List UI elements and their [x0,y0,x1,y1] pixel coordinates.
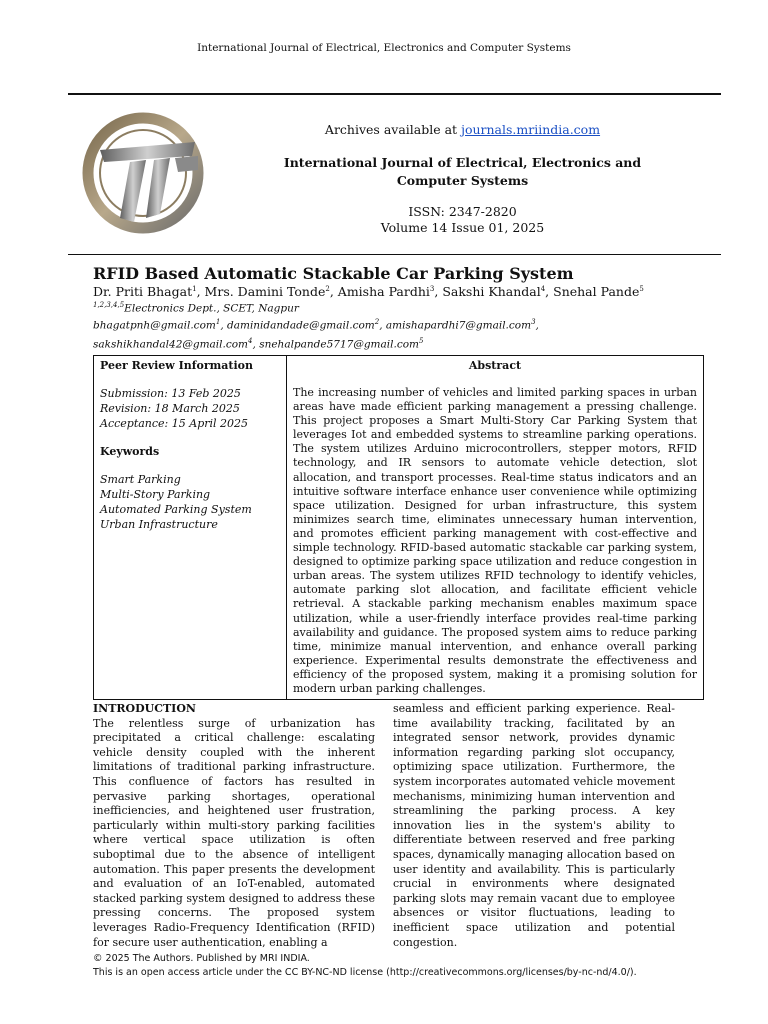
archives-prefix: Archives available at [324,122,462,137]
author-emails: bhagatpnh@gmail.com$^1$, daminidandade@gmail.com$^2$, amishapardhi7@gmail.com$^3$, sakshikhandal42@gmail.com$^4$, snehalpande5717@gmail.com$^5$ [93,318,539,350]
affiliation-sup: 1,2,3,4,5 [93,301,125,309]
abstract-text: The increasing number of vehicles and limited parking spaces in urban areas have made efficient parking management a pressing challenge. This project proposes a Smart Multi-Story Car Parking System that leverages Iot and embedded systems to streamline parking operations. The system utilizes Arduino microcontrollers, stepper motors, RFID technology, and IR sensors to automate vehicle detection, slot allocation, and transport processes. Real-time status indicators and an intuitive software interface enhance user convenience while optimizing space utilization. Designed for urban infrastructure, this system minimizes search time, eliminates unnecessary human intervention, and promotes efficient parking management with cost-effective and simple technology. RFID-based automatic stackable car parking system, designed to optimize parking space utilization and reduce congestion in urban areas. The system utilizes RFID technology to identify vehicles, automate parking slot allocation, and facilitate efficient vehicle retrieval. A stackable parking mechanism enables maximum space utilization, while a user-friendly interface provides real-time parking availability and guidance. The proposed system aims to reduce parking time, minimize manual intervention, and enhance overall parking experience. Experimental results demonstrate the effectiveness and efficiency of the proposed system, making it a promising solution for modern urban parking challenges. [293,386,697,695]
journal-logo [80,110,206,236]
author-sup: 2 [325,284,330,293]
keywords-list [100,472,280,532]
abstract-heading: Abstract [468,359,522,372]
archives-line [250,122,675,137]
author-sup: 1 [192,284,197,293]
review-dates [100,386,280,431]
keyword: Multi-Story Parking [100,488,211,501]
introduction-text-1: The relentless surge of urbanization has precipitated a critical challenge: escalating vehicle density coupled with the inherent limitations of traditional parking infrastructure. This confluence of factors has resulted in pervasive parking shortages, operational inefficiencies, and heightened user frustration, particularly within multi-story parking facilities where vertical space utilization is often suboptimal due to the absence of intelligent automation. This paper presents the development and evaluation of an IoT-enabled, automated stacked parking system designed to address these pressing concerns. The proposed system leverages Radio-Frequency Identification (RFID) for secure user authentication, enabling a [93,716,375,949]
email[interactable]: daminidandade@gmail.com [227,319,375,332]
paper-title: RFID Based Automatic Stackable Car Parking System [93,264,574,283]
archives-link[interactable]: journals.mriindia.com [461,122,601,137]
issn-block [250,204,675,236]
license-note: This is an open access article under the CC BY-NC-ND license (http://creativecommons.org/licenses/by-nc-nd/4.0/). [93,967,637,978]
author-sup: 3 [429,284,435,293]
volume-issue: Volume 14 Issue 01, 2025 [380,220,545,235]
keyword: Urban Infrastructure [100,518,218,531]
email[interactable]: amishapardhi7@gmail.com [385,319,532,332]
email[interactable]: sakshikhandal42@gmail.com [93,338,249,350]
copyright: © 2025 The Authors. Published by MRI INDIA. [93,953,310,964]
author-sup: 5 [639,284,644,293]
acceptance-date: Acceptance: 15 April 2025 [100,417,249,430]
intro-column-1 [93,702,375,950]
abstract-cell [287,356,704,700]
author-name: Sakshi Khandal [442,284,541,299]
revision-date: Revision: 18 March 2025 [100,402,240,415]
affiliation [93,301,299,315]
submission-date: Submission: 13 Feb 2025 [100,387,241,400]
affiliation-text: Electronics Dept., SCET, Nagpur [124,302,299,315]
email[interactable]: bhagatpnh@gmail.com [93,319,216,332]
info-table [93,355,704,700]
keyword: Automated Parking System [100,503,252,516]
header-top-rule [68,93,721,95]
keywords-heading: Keywords [100,445,160,458]
author-list: Dr. Priti Bhagat$^1$, Mrs. Damini Tonde$^2$, Amisha Pardhi$^3$, Sakshi Khandal$^4$, Snehal Pande$^5$ [93,284,644,299]
peer-review-heading: Peer Review Information [100,359,253,372]
email[interactable]: snehalpande5717@gmail.com [259,338,419,350]
running-head: International Journal of Electrical, Electronics and Computer Systems [197,42,571,54]
author-sup: 4 [540,284,546,293]
author-name: Amisha Pardhi [337,284,430,299]
introduction-heading: INTRODUCTION [93,702,196,715]
peer-review-cell [94,356,287,700]
author-name: Mrs. Damini Tonde [204,284,326,299]
author-name: Snehal Pande [553,284,640,299]
header-bottom-rule [68,254,721,255]
intro-column-2 [393,702,675,950]
keyword: Smart Parking [100,473,181,486]
issn: ISSN: 2347-2820 [408,204,517,219]
journal-title: International Journal of Electrical, Electronics and Computer Systems [283,155,642,188]
footer [93,952,637,980]
author-name: Dr. Priti Bhagat [93,284,193,299]
introduction-text-2: seamless and efficient parking experience. Real-time availability tracking, facilitated by an integrated sensor network, provides dynamic information regarding parking slot occupancy, optimizing space utilization. Furthermore, the system incorporates automated vehicle movement mechanisms, minimizing human intervention and streamlining the parking process. A key innovation lies in the system's ability to differentiate between reserved and free parking spaces, dynamically managing allocation based on user identity and availability. This is particularly crucial in environments where designated parking slots may remain vacant due to employee absences or visitor fluctuations, leading to inefficient space utilization and potential congestion. [393,702,675,949]
